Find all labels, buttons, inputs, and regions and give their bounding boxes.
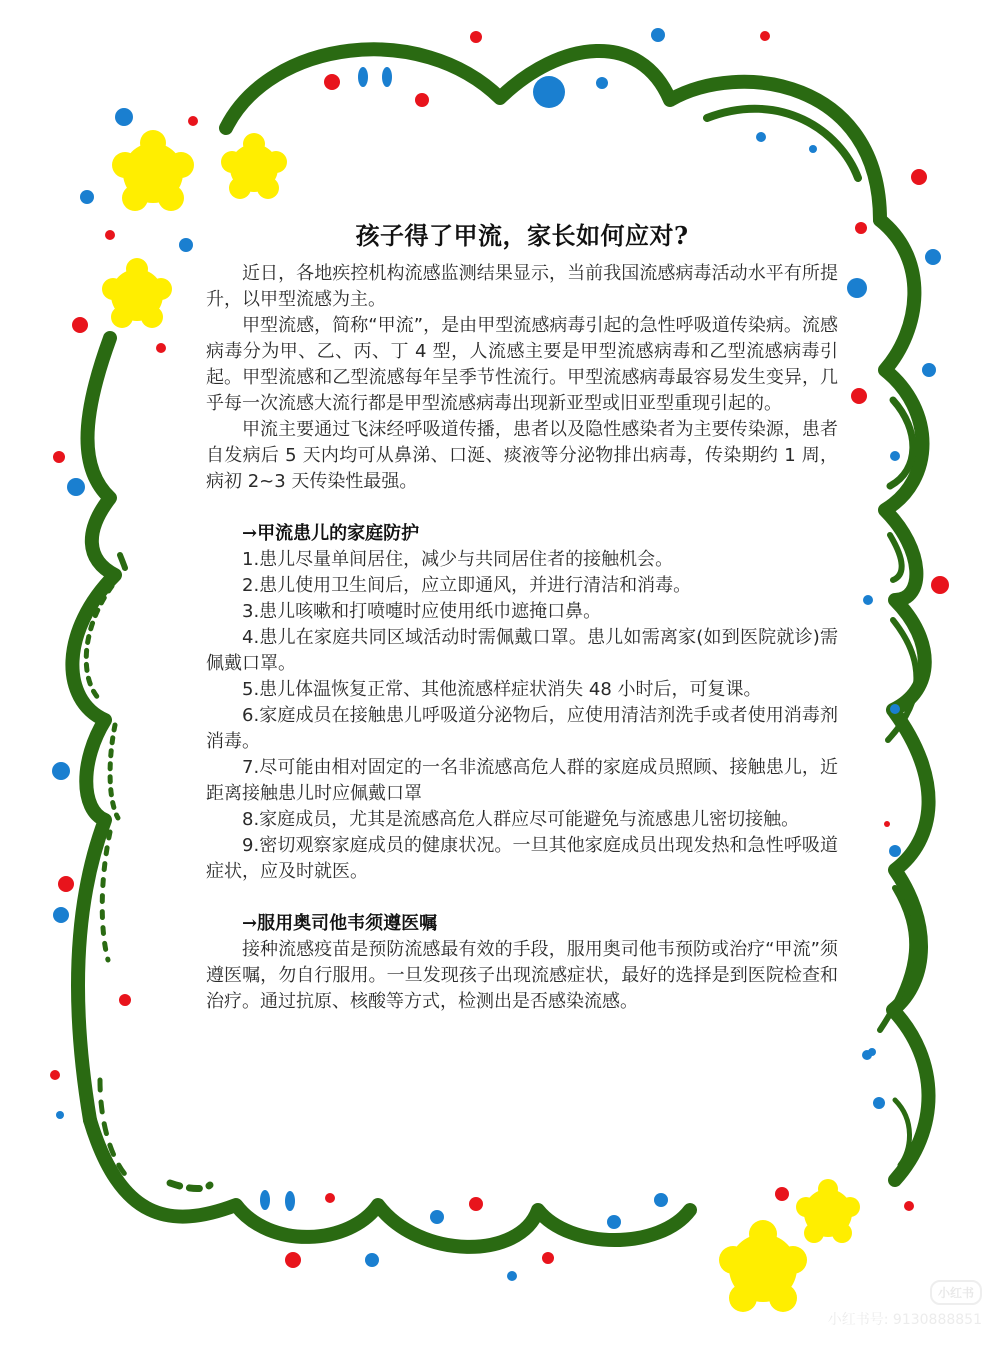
list-item: 5.患儿体温恢复正常、其他流感样症状消失 48 小时后，可复课。 <box>242 679 762 700</box>
star-icon <box>221 133 287 199</box>
intro-paragraph: 甲流主要通过飞沫经呼吸道传播，患者以及隐性感染者为主要传染源，患者自发病后 5 天内均可从鼻涕、口涎、痰液等分泌物排出病毒，传染期约 1 周，病初 2~3 天传染性最强。 <box>206 419 838 492</box>
star-icon <box>112 130 194 211</box>
list-item: 2.患儿使用卫生间后，应立即通风，并进行清洁和消毒。 <box>242 575 692 596</box>
watermark-id: 小红书号: 9130888851 <box>827 1312 982 1328</box>
watermark <box>828 1280 982 1329</box>
section-heading-oseltamivir: →服用奥司他韦须遵医嘱 <box>242 913 438 934</box>
list-item: 4.患儿在家庭共同区域活动时需佩戴口罩。患儿如需离家(如到医院就诊)需佩戴口罩。 <box>206 627 838 674</box>
list-item: 7.尽可能由相对固定的一名非流感高危人群的家庭成员照顾、接触患儿，近距离接触患儿时应佩戴口罩 <box>206 757 838 804</box>
intro-paragraph: 甲型流感，简称“甲流”，是由甲型流感病毒引起的急性呼吸道传染病。流感病毒分为甲、乙、丙、丁 4 型，人流感主要是甲型流感病毒和乙型流感病毒引起。甲型流感和乙型流感每年呈季节性流行。甲型流感病毒最容易发生变异，几乎每一次流感大流行都是甲型流感病毒出现新亚型或旧亚型重现引起的。 <box>206 315 838 414</box>
star-icon <box>719 1220 807 1312</box>
section-paragraph: 接种流感疫苗是预防流感最有效的手段，服用奥司他韦预防或治疗“甲流”须遵医嘱，勿自行服用。一旦发现孩子出现流感症状，最好的选择是到医院检查和治疗。通过抗原、核酸等方式，检测出是否感染流感。 <box>206 939 838 1012</box>
watermark-logo: 小红书 <box>930 1280 982 1305</box>
intro-paragraph: 近日，各地疾控机构流感监测结果显示，当前我国流感病毒活动水平有所提升，以甲型流感为主。 <box>206 263 838 310</box>
frame-left-border <box>72 338 115 1120</box>
article-title: 孩子得了甲流，家长如何应对? <box>355 221 689 250</box>
article <box>206 216 838 1015</box>
list-item: 6.家庭成员在接触患儿呼吸道分泌物后，应使用清洁剂洗手或者使用消毒剂消毒。 <box>206 705 838 752</box>
frame-top-border <box>226 49 880 220</box>
list-item: 1.患儿尽量单间居住，减少与共同居住者的接触机会。 <box>242 549 674 570</box>
spacer <box>206 495 838 521</box>
star-icon <box>102 258 172 328</box>
list-item: 8.家庭成员，尤其是流感高危人群应尽可能避免与流感患儿密切接触。 <box>242 809 800 830</box>
section-heading-home-protection: →甲流患儿的家庭防护 <box>242 523 420 544</box>
spacer <box>206 885 838 911</box>
list-item: 3.患儿咳嗽和打喷嚏时应使用纸巾遮掩口鼻。 <box>242 601 602 622</box>
list-item: 9.密切观察家庭成员的健康状况。一旦其他家庭成员出现发热和急性呼吸道症状，应及时就医。 <box>206 835 838 882</box>
frame-right-border <box>880 220 929 1180</box>
star-icon <box>796 1179 860 1243</box>
